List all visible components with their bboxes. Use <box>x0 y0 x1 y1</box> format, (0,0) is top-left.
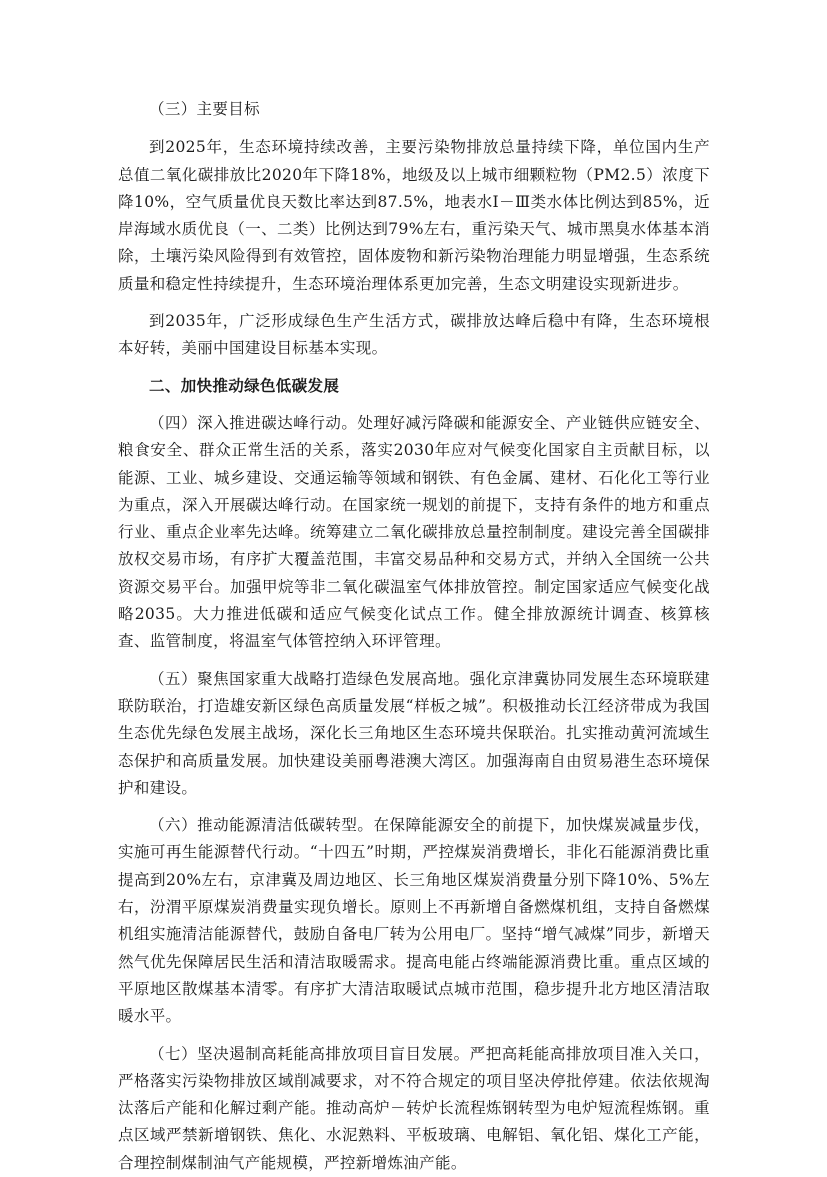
sub-heading-main-goals: （三）主要目标 <box>149 100 260 118</box>
paragraph-item-6: （六）推动能源清洁低碳转型。在保障能源安全的前提下，加快煤炭减量步伐，实施可再生能源替代行动。“十四五”时期，严控煤炭消费增长，非化石能源消费比重提高到20%左右，京津冀及周边地区、长三角地区煤炭消费量分别下降10%、5%左右，汾渭平原煤炭消费量实现负增长。原则上不再新增自备燃煤机组，支持自备燃煤机组实施清洁能源替代，鼓励自备电厂转为公用电厂。坚持“增气减煤”同步，新增天然气优先保障居民生活和清洁取暖需求。提高电能占终端能源消费比重。重点区域的平原地区散煤基本清零。有序扩大清洁取暖试点城市范围，稳步提升北方地区清洁取暖水平。 <box>118 816 710 1026</box>
section-heading-green-development: 二、加快推动绿色低碳发展 <box>149 376 340 395</box>
paragraph-item-4: （四）深入推进碳达峰行动。处理好减污降碳和能源安全、产业链供应链安全、粮食安全、群众正常生活的关系，落实2030年应对气候变化国家自主贡献目标，以能源、工业、城乡建设、交通运输等领域和钢铁、有色金属、建材、石化化工等行业为重点，深入开展碳达峰行动。在国家统一规划的前提下，支持有条件的地方和重点行业、重点企业率先达峰。统筹建立二氧化碳排放总量控制制度。建设完善全国碳排放权交易市场，有序扩大覆盖范围，丰富交易品种和交易方式，并纳入全国统一公共资源交易平台。加强甲烷等非二氧化碳温室气体排放管控。制定国家适应气候变化战略2035。大力推进低碳和适应气候变化试点工作。健全排放源统计调查、核算核查、监管制度，将温室气体管控纳入环评管理。 <box>118 413 710 651</box>
document-page <box>118 96 710 1177</box>
paragraph-item-7: （七）坚决遏制高耗能高排放项目盲目发展。严把高耗能高排放项目准入关口，严格落实污染物排放区域削减要求，对不符合规定的项目坚决停批停建。依法依规淘汰落后产能和化解过剩产能。推动高炉－转炉长流程炼钢转型为电炉短流程炼钢。重点区域严禁新增钢铁、焦化、水泥熟料、平板玻璃、电解铝、氧化铝、煤化工产能，合理控制煤制油气产能规模，严控新增炼油产能。 <box>118 1044 710 1172</box>
paragraph-item-5: （五）聚焦国家重大战略打造绿色发展高地。强化京津冀协同发展生态环境联建联防联治，打造雄安新区绿色高质量发展“样板之城”。积极推动长江经济带成为我国生态优先绿色发展主战场，深化长三角地区生态环境共保联治。扎实推动黄河流域生态保护和高质量发展。加快建设美丽粤港澳大湾区。加强海南自由贸易港生态环境保护和建设。 <box>118 669 710 797</box>
paragraph-goal-2025: 到2025年，生态环境持续改善，主要污染物排放总量持续下降，单位国内生产总值二氧化碳排放比2020年下降18%，地级及以上城市细颗粒物（PM2.5）浓度下降10%，空气质量优良天数比率达到87.5%，地表水Ⅰ－Ⅲ类水体比例达到85%，近岸海域水质优良（一、二类）比例达到79%左右，重污染天气、城市黑臭水体基本消除，土壤污染风险得到有效管控，固体废物和新污染物治理能力明显增强，生态系统质量和稳定性持续提升，生态环境治理体系更加完善，生态文明建设实现新进步。 <box>118 138 710 293</box>
paragraph-goal-2035: 到2035年，广泛形成绿色生产生活方式，碳排放达峰后稳中有降，生态环境根本好转，美丽中国建设目标基本实现。 <box>118 312 710 358</box>
